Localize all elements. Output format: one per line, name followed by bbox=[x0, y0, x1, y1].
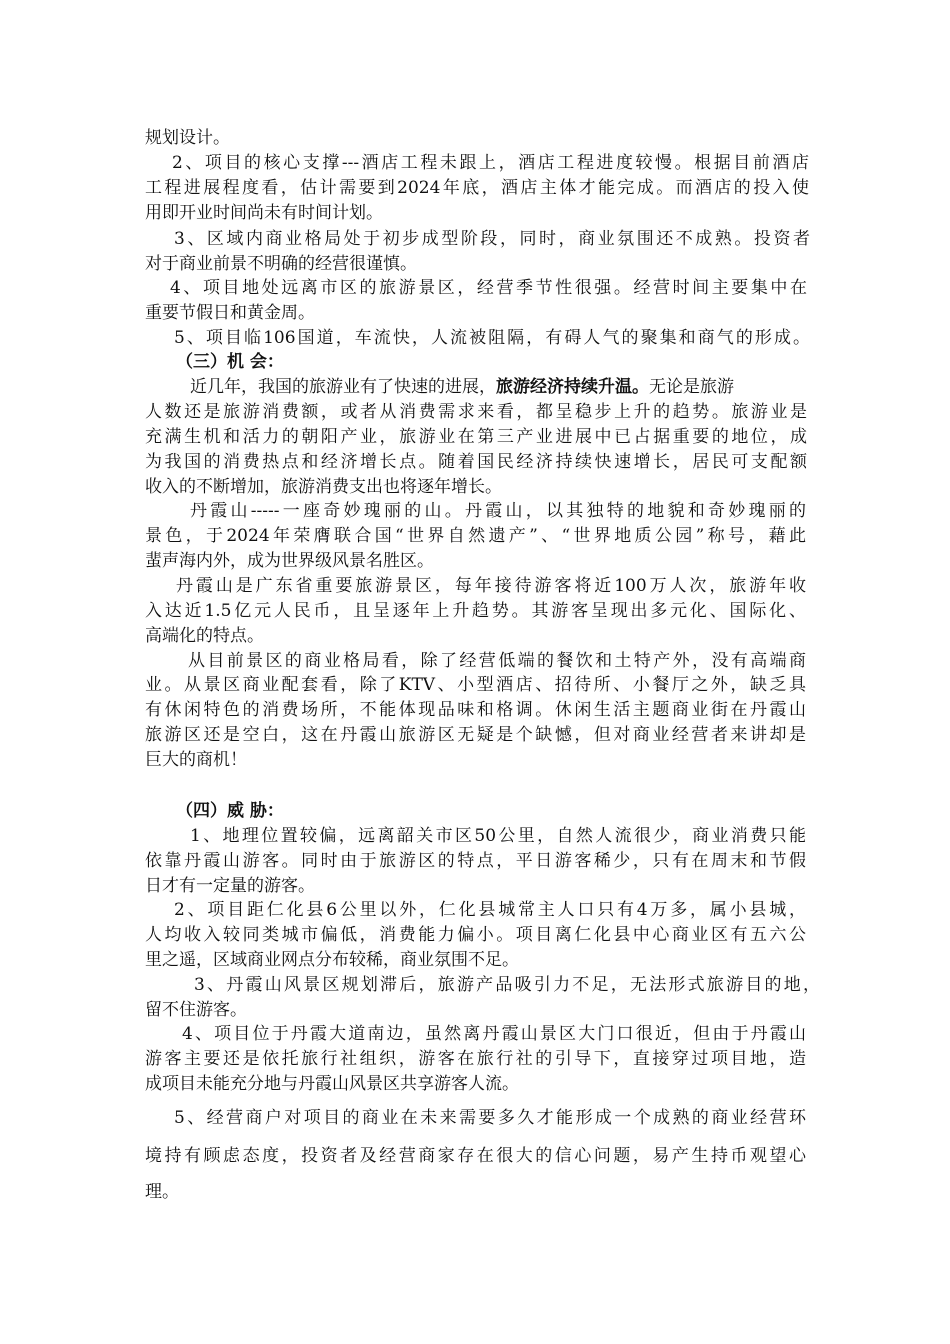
text-line: 规划设计。 bbox=[145, 128, 230, 148]
text-line: 留不住游客。 bbox=[145, 1000, 247, 1020]
text-line: 2、项目距仁化县6公里以外，仁化县城常主人口只有4万多，属小县城， bbox=[174, 900, 806, 920]
text-line: 人数还是旅游消费额，或者从消费需求来看，都呈稳步上升的趋势。旅游业是 bbox=[145, 402, 807, 422]
text-line: 丹霞山是广东省重要旅游景区，每年接待游客将近100万人次，旅游年收 bbox=[176, 576, 806, 596]
text-line: 4、项目位于丹霞大道南边，虽然离丹霞山景区大门口很近，但由于丹霞山 bbox=[182, 1024, 806, 1044]
text-line: 3、区域内商业格局处于初步成型阶段，同时，商业氛围还不成熟。投资者 bbox=[174, 229, 810, 249]
text-line: 4、项目地处远离市区的旅游景区，经营季节性很强。经营时间主要集中在 bbox=[170, 278, 807, 298]
text-line: 景色，于2024年荣膺联合国“世界自然遗产”、“世界地质公园”称号，藉此 bbox=[145, 526, 806, 546]
text-line: 巨大的商机！ bbox=[145, 750, 247, 770]
text-line: 成项目未能充分地与丹霞山风景区共享游客人流。 bbox=[145, 1074, 519, 1094]
text-line bbox=[190, 375, 734, 399]
text-line: 日才有一定量的游客。 bbox=[145, 876, 315, 896]
section-heading: （三）机 会： bbox=[176, 352, 284, 372]
section-heading: （四）威 胁： bbox=[176, 801, 284, 821]
text-line: 入达近1.5亿元人民币，且呈逐年上升趋势。其游客呈现出多元化、国际化、 bbox=[145, 601, 806, 621]
emphasis-text: 旅游经济持续升温。 bbox=[496, 377, 649, 397]
text-line: 工程进展程度看，估计需要到2024年底，酒店主体才能完成。而酒店的投入使 bbox=[145, 178, 809, 198]
text-run: 近几年，我国的旅游业有了快速的进展， bbox=[190, 377, 496, 397]
text-line: 从目前景区的商业格局看，除了经营低端的餐饮和土特产外，没有高端商 bbox=[188, 651, 806, 671]
text-line: 里之遥，区域商业网点分布较稀，商业氛围不足。 bbox=[145, 950, 519, 970]
text-line: 用即开业时间尚未有时间计划。 bbox=[145, 203, 383, 223]
text-line: 对于商业前景不明确的经营很谨慎。 bbox=[145, 254, 417, 274]
text-line: 丹霞山-----一座奇妙瑰丽的山。丹霞山，以其独特的地貌和奇妙瑰丽的 bbox=[190, 501, 806, 521]
text-line: 3、丹霞山风景区规划滞后，旅游产品吸引力不足，无法形式旅游目的地， bbox=[194, 975, 820, 995]
text-line: 业。从景区商业配套看，除了KTV、小型酒店、招待所、小餐厅之外，缺乏具 bbox=[145, 675, 806, 695]
text-line: 游客主要还是依托旅行社组织，游客在旅行社的引导下，直接穿过项目地，造 bbox=[145, 1049, 806, 1069]
text-line: 依靠丹霞山游客。同时由于旅游区的特点，平日游客稀少，只有在周末和节假 bbox=[145, 851, 806, 871]
text-line: 境持有顾虑态度，投资者及经营商家存在很大的信心问题，易产生持币观望心 bbox=[145, 1146, 806, 1166]
text-line: 收入的不断增加，旅游消费支出也将逐年增长。 bbox=[145, 477, 502, 497]
text-line: 为我国的消费热点和经济增长点。随着国民经济持续快速增长，居民可支配额 bbox=[145, 452, 807, 472]
text-line: 2、项目的核心支撑---酒店工程未跟上，酒店工程进度较慢。根据目前酒店 bbox=[172, 153, 809, 173]
text-line: 1、地理位置较偏，远离韶关市区50公里，自然人流很少，商业消费只能 bbox=[190, 826, 806, 846]
text-line: 有休闲特色的消费场所，不能体现品味和格调。休闲生活主题商业街在丹霞山 bbox=[145, 700, 806, 720]
text-line: 理。 bbox=[145, 1182, 179, 1202]
text-line: 旅游区还是空白，这在丹霞山旅游区无疑是个缺憾，但对商业经营者来讲却是 bbox=[145, 725, 806, 745]
text-run: 无论是旅游 bbox=[649, 377, 734, 397]
text-line: 蜚声海内外，成为世界级风景名胜区。 bbox=[145, 551, 434, 571]
text-line: 重要节假日和黄金周。 bbox=[145, 303, 315, 323]
text-line: 5、经营商户对项目的商业在未来需要多久才能形成一个成熟的商业经营环 bbox=[174, 1108, 806, 1128]
text-line: 充满生机和活力的朝阳产业，旅游业在第三产业进展中已占据重要的地位，成 bbox=[145, 427, 807, 447]
text-line: 人均收入较同类城市偏低，消费能力偏小。项目离仁化县中心商业区有五六公 bbox=[145, 925, 806, 945]
text-line: 高端化的特点。 bbox=[145, 626, 264, 646]
text-line: 5、项目临106国道，车流快，人流被阻隔，有碍人气的聚集和商气的形成。 bbox=[174, 328, 810, 348]
